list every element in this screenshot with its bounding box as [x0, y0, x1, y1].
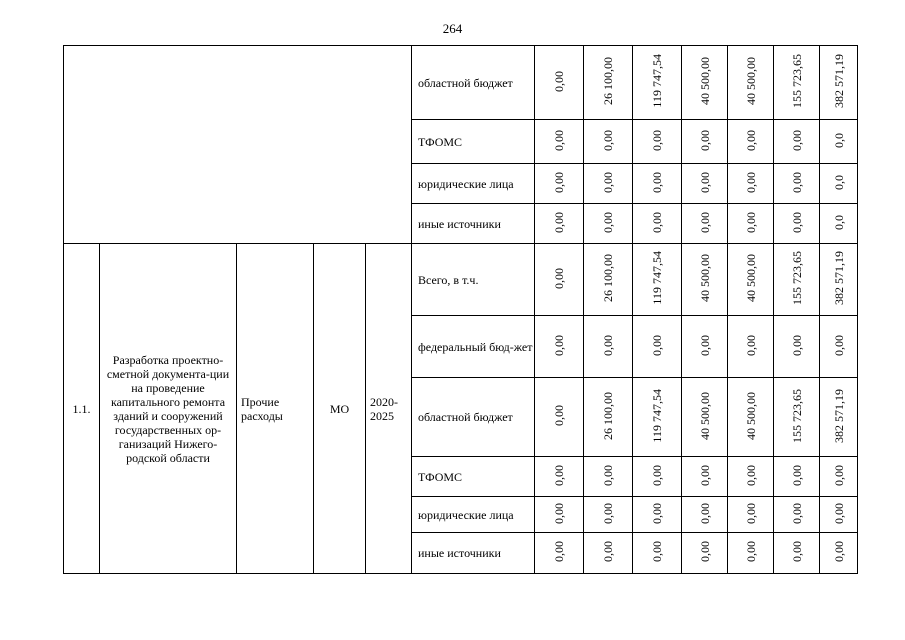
- value-cell: [633, 316, 682, 378]
- value-text: 0,00: [743, 541, 758, 562]
- value-cell: [633, 457, 682, 497]
- value-cell: [633, 244, 682, 316]
- value-cell: [682, 204, 728, 244]
- value-text: 0,00: [650, 541, 664, 562]
- value-cell: [584, 46, 633, 120]
- funding-source: Всего, в т.ч.: [412, 244, 535, 316]
- value-cell: [820, 46, 858, 120]
- value-cell: [820, 378, 858, 457]
- table-row: [64, 244, 858, 316]
- value-text: 0,00: [743, 129, 758, 151]
- funding-source: областной бюджет: [412, 46, 535, 120]
- value-cell: [820, 120, 858, 164]
- value-text: 0,00: [552, 464, 566, 486]
- value-text: 119 747,54: [650, 54, 664, 108]
- value-cell: [633, 46, 682, 120]
- value-text: 0,00: [552, 334, 566, 356]
- value-text: 382 571,19: [831, 388, 846, 443]
- value-text: 0,0: [831, 174, 846, 190]
- funding-source: федеральный бюд-жет: [412, 316, 535, 378]
- value-cell: [728, 316, 774, 378]
- value-cell: [774, 204, 820, 244]
- value-cell: [584, 204, 633, 244]
- value-text: 40 500,00: [743, 391, 758, 440]
- value-cell: [774, 457, 820, 497]
- value-cell: [682, 457, 728, 497]
- expense-type: Прочие расходы: [237, 244, 314, 574]
- funding-source: иные источники: [412, 533, 535, 574]
- value-cell: [728, 497, 774, 533]
- value-cell: [633, 378, 682, 457]
- value-cell: [584, 533, 633, 574]
- value-cell: [535, 457, 584, 497]
- value-text: 0,00: [697, 464, 712, 486]
- value-text: 0,00: [650, 502, 664, 524]
- value-cell: [535, 533, 584, 574]
- value-cell: [774, 164, 820, 204]
- value-text: 0,0: [831, 132, 846, 148]
- item-name: Разработка проектно-сметной документа-ции на проведение капитального ремонта зданий и сооружений государственных ор-ганизаций Нижего-родской области: [100, 244, 237, 574]
- value-text: 0,00: [831, 502, 846, 524]
- value-cell: [682, 533, 728, 574]
- value-text: 0,00: [601, 334, 615, 356]
- value-text: 0,00: [650, 464, 664, 486]
- value-text: 0,00: [601, 129, 615, 151]
- value-text: 0,00: [552, 211, 566, 233]
- value-text: 0,00: [601, 541, 615, 562]
- value-cell: [535, 46, 584, 120]
- executor: МО: [314, 244, 366, 574]
- value-cell: [728, 46, 774, 120]
- funding-source: юридические лица: [412, 164, 535, 204]
- value-cell: [535, 164, 584, 204]
- value-text: 0,00: [552, 70, 566, 92]
- value-text: 155 723,65: [789, 54, 804, 108]
- value-text: 0,00: [831, 541, 846, 562]
- value-text: 26 100,00: [601, 391, 615, 440]
- value-cell: [820, 164, 858, 204]
- value-cell: [774, 533, 820, 574]
- value-text: 0,00: [552, 541, 566, 562]
- value-cell: [584, 244, 633, 316]
- value-cell: [820, 244, 858, 316]
- value-cell: [728, 120, 774, 164]
- value-cell: [682, 46, 728, 120]
- value-text: 0,00: [552, 405, 566, 426]
- funding-source: областной бюджет: [412, 378, 535, 457]
- value-text: 0,00: [601, 171, 615, 193]
- value-cell: [584, 497, 633, 533]
- table-row: [64, 46, 858, 120]
- value-text: 0,00: [650, 129, 664, 151]
- value-cell: [728, 378, 774, 457]
- value-cell: [633, 497, 682, 533]
- value-text: 40 500,00: [743, 254, 758, 302]
- value-text: 0,00: [697, 171, 712, 193]
- value-cell: [535, 120, 584, 164]
- value-text: 0,00: [601, 464, 615, 486]
- value-text: 0,00: [789, 129, 804, 151]
- value-cell: [682, 164, 728, 204]
- value-cell: [584, 457, 633, 497]
- value-text: 119 747,54: [650, 251, 664, 305]
- value-text: 0,00: [697, 541, 712, 562]
- value-text: 0,00: [743, 464, 758, 486]
- value-cell: [728, 457, 774, 497]
- value-text: 0,00: [789, 502, 804, 524]
- value-cell: [584, 316, 633, 378]
- value-text: 40 500,00: [697, 57, 712, 105]
- value-text: 0,00: [831, 464, 846, 486]
- value-text: 0,00: [650, 211, 664, 233]
- value-text: 0,00: [789, 334, 804, 356]
- value-text: 0,00: [743, 334, 758, 356]
- value-cell: [820, 316, 858, 378]
- value-text: 26 100,00: [601, 57, 615, 105]
- value-text: 0,00: [697, 502, 712, 524]
- value-cell: [820, 457, 858, 497]
- value-text: 0,00: [697, 211, 712, 233]
- value-text: 0,00: [789, 211, 804, 233]
- value-text: 40 500,00: [697, 254, 712, 302]
- value-cell: [820, 497, 858, 533]
- page-number: 264: [442, 21, 463, 36]
- value-text: 0,00: [831, 334, 846, 356]
- value-cell: [728, 244, 774, 316]
- value-cell: [774, 497, 820, 533]
- value-cell: [535, 244, 584, 316]
- value-text: 0,00: [743, 211, 758, 233]
- item-number: 1.1.: [64, 244, 100, 574]
- value-cell: [682, 244, 728, 316]
- value-text: 0,00: [552, 129, 566, 151]
- funding-source: ТФОМС: [412, 457, 535, 497]
- value-cell: [584, 378, 633, 457]
- value-text: 382 571,19: [831, 54, 846, 108]
- value-cell: [535, 378, 584, 457]
- value-text: 0,00: [650, 171, 664, 193]
- value-cell: [584, 120, 633, 164]
- value-cell: [774, 120, 820, 164]
- value-cell: [682, 497, 728, 533]
- value-text: 119 747,54: [650, 388, 664, 443]
- value-text: 0,00: [743, 171, 758, 193]
- value-text: 0,00: [552, 171, 566, 193]
- value-cell: [774, 316, 820, 378]
- value-text: 40 500,00: [743, 57, 758, 105]
- budget-table: [63, 45, 858, 574]
- value-cell: [633, 164, 682, 204]
- value-text: 382 571,19: [831, 251, 846, 305]
- value-cell: [633, 204, 682, 244]
- value-cell: [774, 244, 820, 316]
- value-cell: [633, 120, 682, 164]
- value-cell: [535, 204, 584, 244]
- funding-source: юридические лица: [412, 497, 535, 533]
- value-text: 155 723,65: [789, 251, 804, 305]
- value-text: 0,00: [697, 129, 712, 151]
- value-cell: [584, 164, 633, 204]
- value-text: 0,00: [789, 541, 804, 562]
- value-cell: [820, 204, 858, 244]
- value-text: 155 723,65: [789, 388, 804, 443]
- value-text: 0,0: [831, 214, 846, 230]
- value-text: 0,00: [697, 334, 712, 356]
- value-text: 0,00: [601, 502, 615, 524]
- value-cell: [728, 533, 774, 574]
- value-cell: [682, 120, 728, 164]
- value-cell: [682, 378, 728, 457]
- blank-merged-cell: [64, 46, 412, 244]
- value-text: 0,00: [552, 267, 566, 289]
- value-cell: [535, 497, 584, 533]
- value-text: 0,00: [789, 464, 804, 486]
- value-text: 0,00: [552, 502, 566, 524]
- value-cell: [728, 164, 774, 204]
- value-cell: [728, 204, 774, 244]
- value-cell: [774, 378, 820, 457]
- value-text: 0,00: [650, 334, 664, 356]
- value-text: 40 500,00: [697, 391, 712, 440]
- funding-source: ТФОМС: [412, 120, 535, 164]
- value-text: 0,00: [743, 502, 758, 524]
- value-text: 0,00: [601, 211, 615, 233]
- value-text: 0,00: [789, 171, 804, 193]
- period: 2020-2025: [366, 244, 412, 574]
- funding-source: иные источники: [412, 204, 535, 244]
- value-text: 26 100,00: [601, 254, 615, 302]
- value-cell: [774, 46, 820, 120]
- value-cell: [682, 316, 728, 378]
- value-cell: [633, 533, 682, 574]
- value-cell: [535, 316, 584, 378]
- value-cell: [820, 533, 858, 574]
